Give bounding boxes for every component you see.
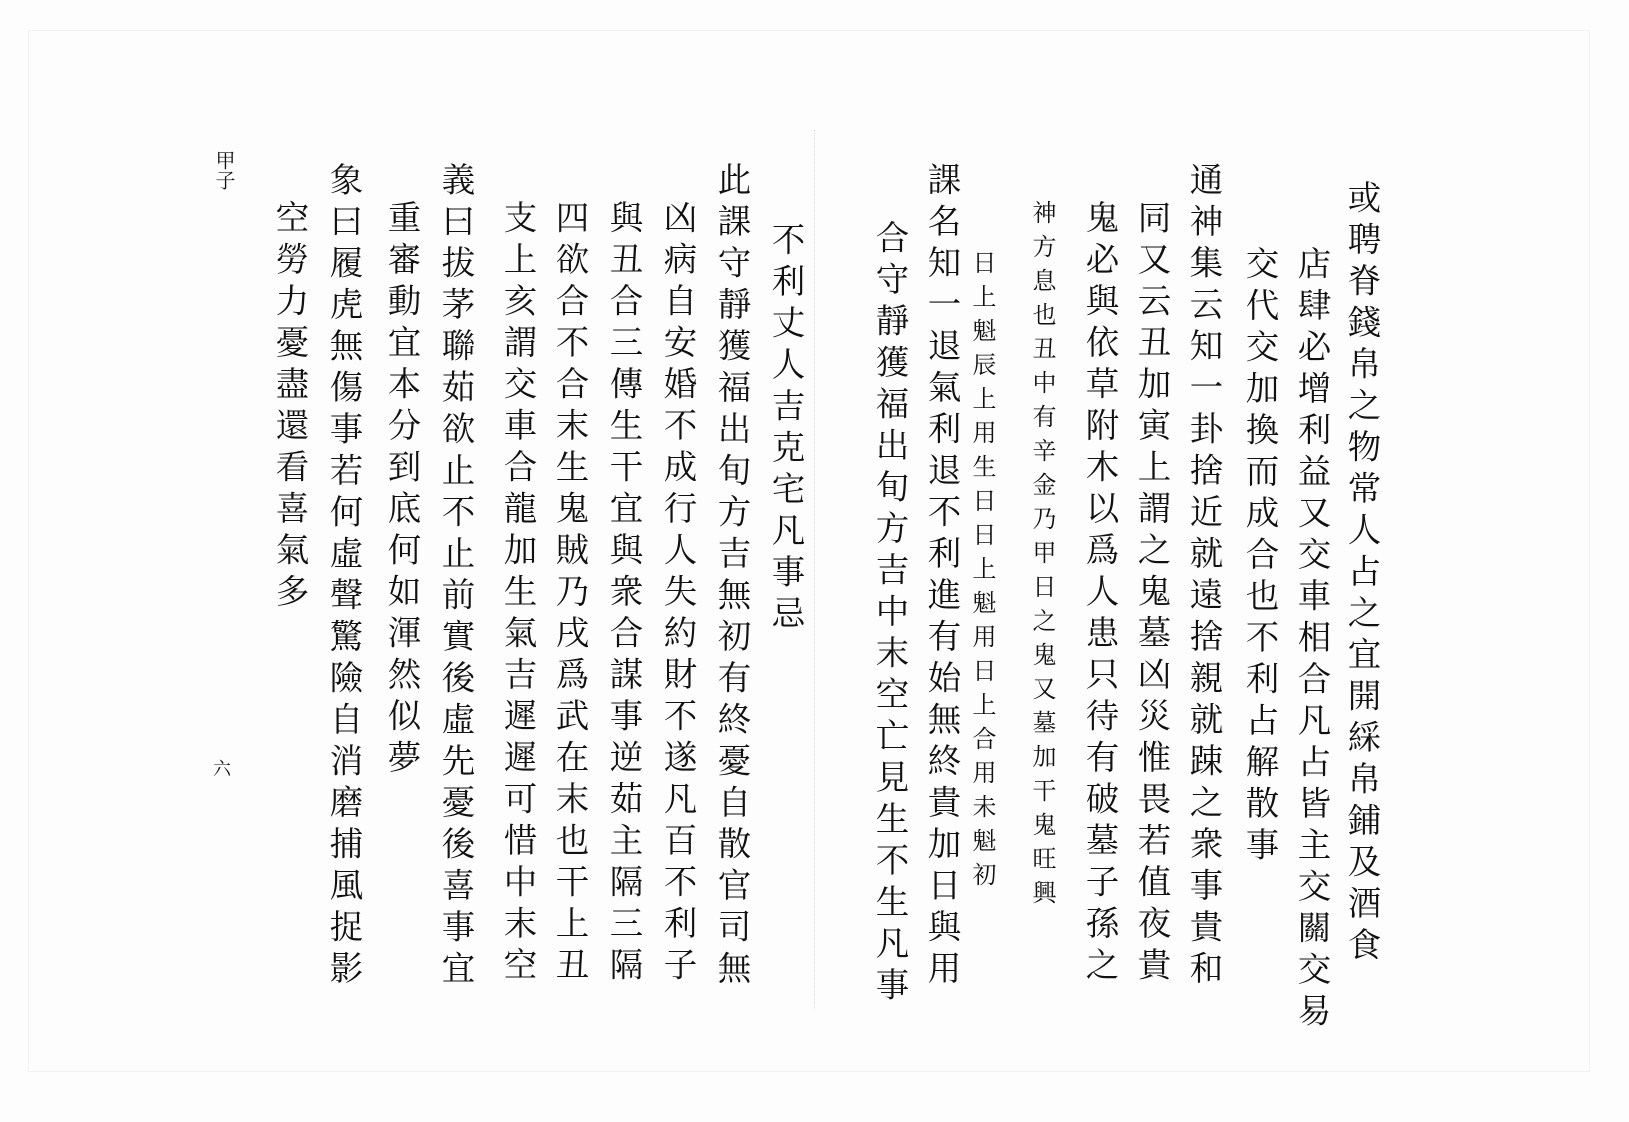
text-column-14: 與丑合三傳生干宜與衆合謀事逆茹主隔三隔 bbox=[604, 200, 643, 989]
text-column-5: 同又云丑加寅上謂之鬼墓凶災惟畏若值夜貴 bbox=[1132, 200, 1171, 989]
text-column-11: 不利丈人吉克宅凡事忌 bbox=[766, 222, 805, 637]
running-header: 甲子 bbox=[212, 150, 236, 190]
page-fold bbox=[814, 130, 815, 1010]
text-column-12: 此課守靜獲福出旬方吉無初有終憂自散官司無 bbox=[712, 162, 751, 992]
text-column-6: 鬼必與依草附木以爲人患只待有破墓子孫之 bbox=[1080, 200, 1119, 989]
text-column-18: 重審動宜本分到底何如渾然似夢 bbox=[382, 200, 421, 781]
text-column-8: 日上魁辰上用生日日上魁用日上合用未魁初 bbox=[968, 250, 996, 896]
text-column-19: 象曰履虎無傷事若何虛聲驚險自消磨捕風捉影 bbox=[324, 162, 363, 992]
text-column-3: 交代交加換而成合也不利占解散事 bbox=[1240, 246, 1279, 869]
text-column-13: 凶病自安婚不成行人失約財不遂凡百不利子 bbox=[658, 200, 697, 989]
text-column-16: 支上亥謂交車合龍加生氣吉遲遲可惜中末空 bbox=[498, 200, 537, 989]
text-column-20: 空勞力憂盡還看喜氣多 bbox=[270, 200, 309, 615]
page-number: 六 bbox=[213, 759, 231, 780]
text-column-15: 四欲合不合末生鬼賊乃戌爲武在末也干上丑 bbox=[550, 200, 589, 989]
text-column-17: 義曰拔茅聯茹欲止不止前實後虛先憂後喜事宜 bbox=[436, 162, 475, 992]
text-column-1: 或聘脊錢帛之物常人占之宜開綵帛鋪及酒食 bbox=[1342, 180, 1381, 969]
text-column-10: 合守靜獲福出旬方吉中末空亡見生不生凡事 bbox=[870, 220, 909, 1009]
text-column-2: 店肆必增利益又交車相合凡占皆主交關交易 bbox=[1292, 246, 1331, 1035]
text-column-4: 通神集云知一卦捨近就遠捨親就踈之衆事貴和 bbox=[1184, 162, 1223, 992]
text-column-9: 課名知一退氣利退不利進有始無終貴加日與用 bbox=[922, 162, 961, 992]
text-column-7: 神方息也丑中有辛金乃甲日之鬼又墓加干鬼旺興 bbox=[1028, 200, 1056, 914]
